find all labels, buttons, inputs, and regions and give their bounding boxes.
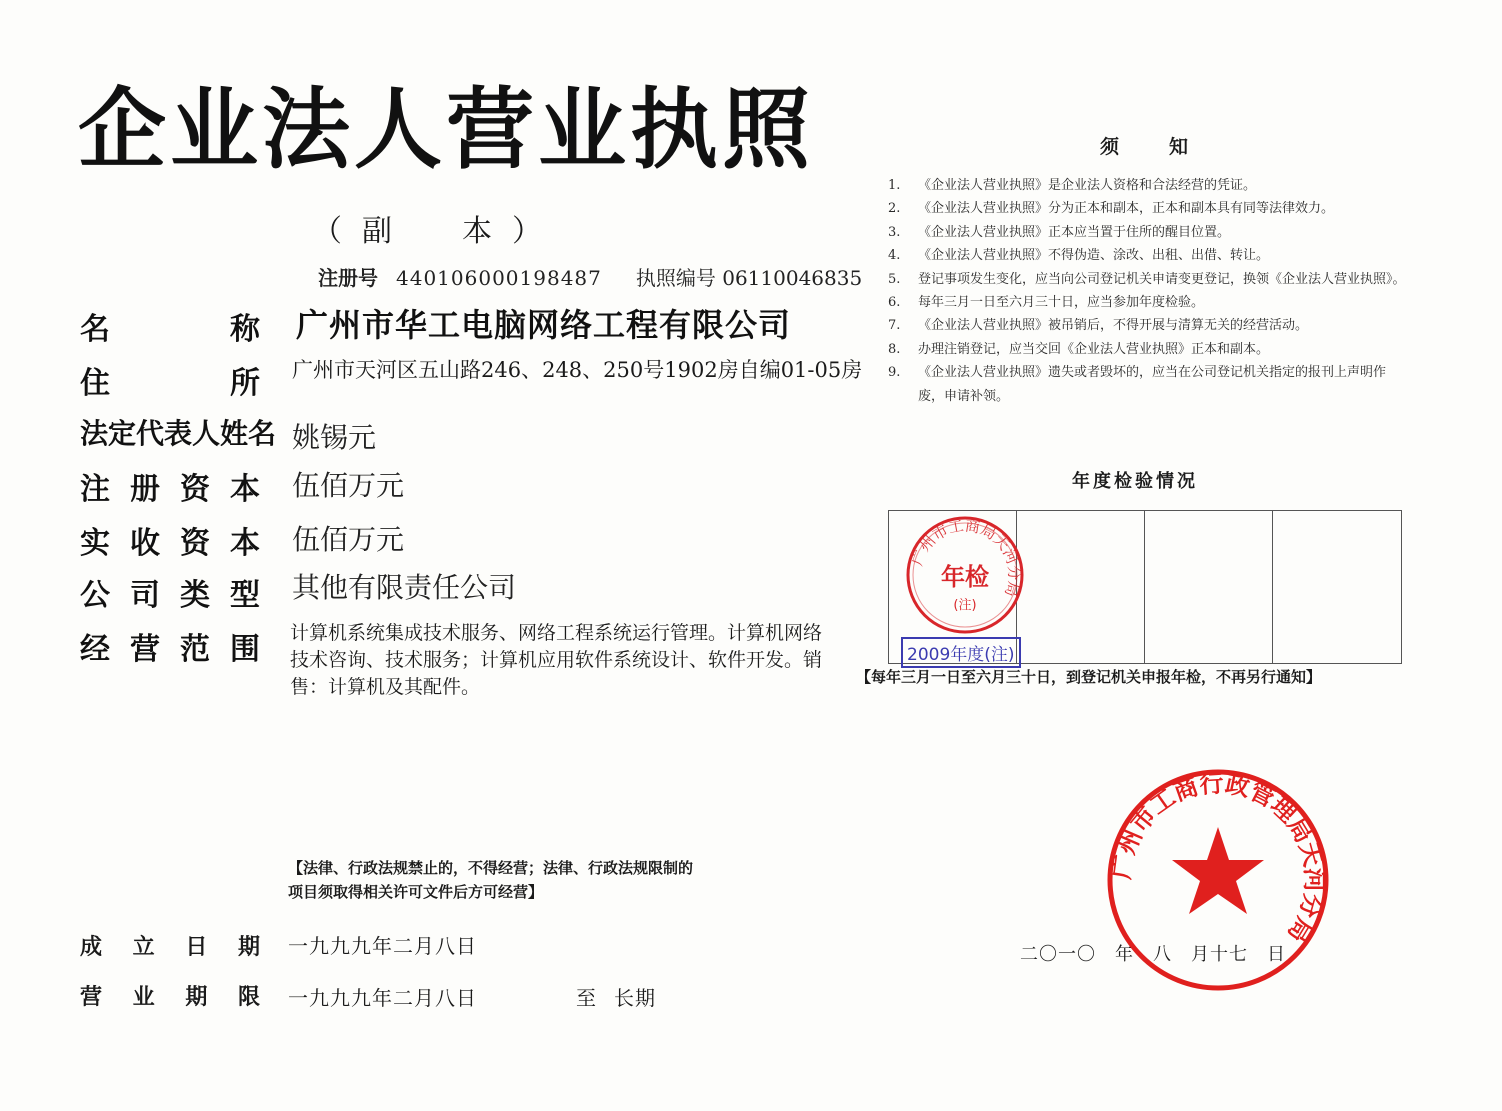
notice-item-text: 《企业法人营业执照》分为正本和副本，正本和副本具有同等法律效力。 [918,201,1335,217]
established-date-label [80,930,260,961]
business-term-to: 至 [576,986,597,1010]
label-char: 实 [80,526,110,561]
legal-rep-value: 姚锡元 [292,421,377,454]
reg-number-value: 440106000198487 [396,266,602,290]
copy-label: （副 本） [312,214,562,249]
notice-item-number: 3. [888,224,901,240]
label-char: 司 [130,578,160,613]
notice-item [888,244,1408,267]
label-char: 期 [185,985,208,1010]
label-char: 期 [237,935,260,960]
notice-item-number: 2. [888,201,901,217]
label-char: 立 [132,935,155,960]
label-char: 册 [130,472,160,507]
notice-item [888,361,1408,408]
inspection-cell [1145,511,1273,663]
address-label [80,358,260,402]
inspection-stamp-center: 年检 [941,563,989,591]
notice-item-number: 7. [888,318,901,334]
label-char: 资 [180,472,210,507]
notice-item [888,291,1408,314]
legal-note: 【法律、行政法规禁止的，不得经营；法律、行政法规限制的项目须取得相关许可文件后方可经营】 [288,859,694,901]
license-number-label: 执照编号 [635,266,716,290]
established-date-value: 一九九九年二月八日 [288,934,477,958]
label-char: 本 [230,526,260,561]
legal-rep-label: 法定代表人姓名 [80,417,277,450]
inspection-stamp [903,513,1027,637]
notice-item-text: 《企业法人营业执照》被吊销后，不得开展与清算无关的经营活动。 [918,318,1309,334]
license-title: 企业法人营业执照 [78,78,815,181]
business-term-start: 一九九九年二月八日 [288,986,477,1010]
registered-capital-value: 伍佰万元 [292,469,405,502]
label-char: 限 [237,985,260,1010]
label-char: 收 [130,526,160,561]
label-char: 营 [80,985,103,1010]
label-char: 日 [185,935,208,960]
notice-item-text: 每年三月一日至六月三十日，应当参加年度检验。 [918,295,1205,311]
label-char: 业 [132,985,155,1010]
official-seal-ring-text: 广州市工商行政管理局天河分局 [1107,769,1329,948]
reg-number-label: 注册号 [318,266,378,290]
inspection-title: 年度检验情况 [1072,471,1198,492]
inspection-cell [1273,511,1401,663]
business-term-label [80,980,260,1011]
inspection-note: 【每年三月一日至六月三十日，到登记机关申报年检，不再另行通知】 [856,668,1322,686]
label-char: 成 [80,935,103,960]
notice-item-number: 1. [888,178,901,193]
business-term-end: 长期 [614,986,656,1010]
inspection-cell [1017,511,1145,663]
paid-capital-value: 伍佰万元 [292,523,405,556]
notice-item [888,197,1408,220]
notice-item-text: 《企业法人营业执照》不得伪造、涂改、出租、出借、转让。 [918,248,1270,264]
notice-item [888,338,1408,361]
issue-date: 二〇一〇 年 八 月十七 日 [1020,944,1286,965]
company-type-label [80,570,260,614]
label-char: 本 [230,472,260,507]
inspection-stamp-ring-text: 广州市工商局天河分局 [908,516,1024,599]
inspection-cell [889,511,1024,665]
label-char: 经 [80,632,110,667]
label-char: 注 [80,472,110,507]
label-char: 营 [130,632,160,667]
notice-item [888,174,1408,197]
seal-star-icon [1172,827,1264,914]
license-number-value: 06110046835 [722,266,863,290]
registration-line [318,262,862,291]
inspection-table [888,510,1402,664]
notice-list [888,174,1408,408]
official-seal [1103,765,1333,995]
paid-capital-label [80,518,260,562]
label-char: 范 [180,632,210,667]
notice-item-text: 《企业法人营业执照》遗失或者毁坏的，应当在公司登记机关指定的报刊上声明作废，申请补领。 [918,365,1387,404]
name-label-char: 名 [80,312,110,347]
notice-item-number: 5. [888,271,901,287]
address-label-char: 所 [230,366,260,401]
address-value: 广州市天河区五山路246、248、250号1902房自编01-05房 [292,358,863,382]
notice-item-text: 《企业法人营业执照》是企业法人资格和合法经营的凭证。 [918,178,1257,193]
registered-capital-label [80,464,260,508]
notice-item [888,268,1408,291]
name-label [80,304,260,348]
notice-item-text: 办理注销登记，应当交回《企业法人营业执照》正本和副本。 [918,341,1270,357]
business-scope-label [80,624,260,668]
notice-item [888,314,1408,337]
notice-item-number: 4. [888,248,901,264]
name-label-char: 称 [230,312,260,347]
notice-item-number: 8. [888,341,901,357]
business-scope-value: 计算机系统集成技术服务、网络工程系统运行管理。计算机网络技术咨询、技术服务；计算机应用软件系统设计、软件开发。销售：计算机及其配件。 [290,622,823,698]
label-char: 类 [180,578,210,613]
label-char: 公 [80,578,110,613]
label-char: 型 [230,578,260,613]
notice-item-text: 《企业法人营业执照》正本应当置于住所的醒目位置。 [918,224,1231,240]
year-stamp: 2009年度(注) [901,637,1021,668]
label-char: 围 [230,632,260,667]
notice-item-text: 登记事项发生变化，应当向公司登记机关申请变更登记，换领《企业法人营业执照》。 [918,271,1406,287]
notice-item [888,221,1408,244]
address-label-char: 住 [80,366,110,401]
label-char: 资 [180,526,210,561]
notice-item-number: 9. [888,365,901,381]
notice-title: 须知 [1100,136,1239,158]
notice-item-number: 6. [888,295,901,311]
inspection-stamp-sub: (注) [953,598,977,613]
company-name: 广州市华工电脑网络工程有限公司 [296,306,792,344]
company-type-value: 其他有限责任公司 [292,571,517,604]
